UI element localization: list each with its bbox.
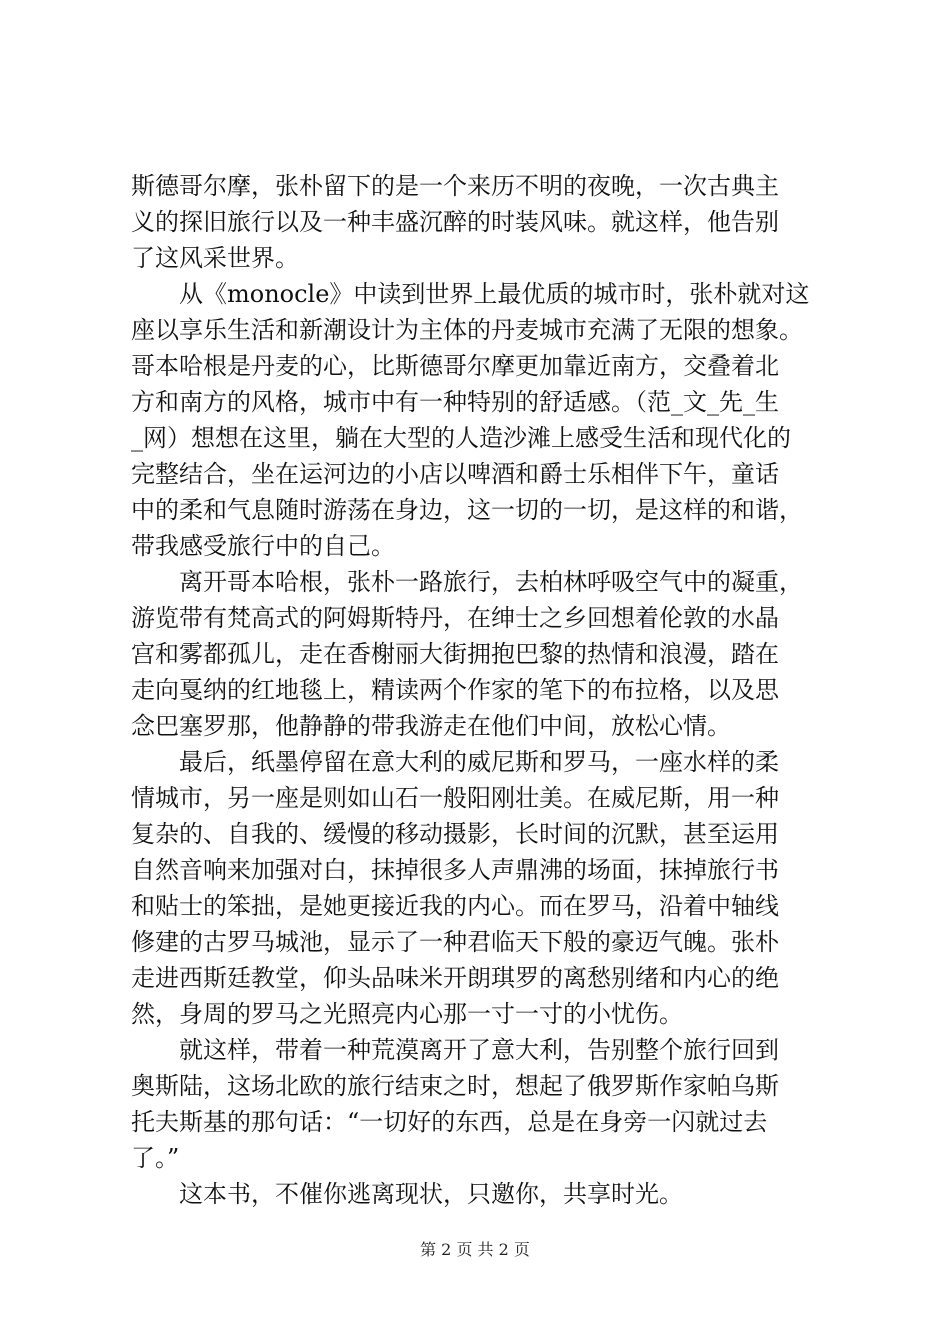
text-line: 然，身周的罗马之光照亮内心那一寸一寸的小忧伤。 (131, 1000, 683, 1028)
text-line: 走向戛纳的红地毯上，精读两个作家的笔下的布拉格，以及思 (131, 676, 779, 704)
text-line: 和贴士的笨拙，是她更接近我的内心。而在罗马，沿着中轴线 (131, 892, 779, 920)
text-line: 义的探旧旅行以及一种丰盛沉醉的时装风味。就这样，他告别 (131, 208, 779, 236)
text-line: 情城市，另一座是则如山石一般阳刚壮美。在威尼斯，用一种 (131, 784, 779, 812)
text-line: 念巴塞罗那，他静静的带我游走在他们中间，放松心情。 (131, 712, 731, 740)
body-text (131, 168, 851, 1212)
page-number-footer: 第 2 页 共 2 页 (420, 1240, 530, 1259)
text-line: 方和南方的风格，城市中有一种特别的舒适感。（范_文_先_生 (131, 388, 779, 416)
text-line: 完整结合，坐在运河边的小店以啤酒和爵士乐相伴下午，童话 (131, 460, 779, 488)
text-line: 最后，纸墨停留在意大利的威尼斯和罗马，一座水样的柔 (131, 748, 779, 776)
text-line: 了。” (131, 1144, 180, 1172)
text-line: 离开哥本哈根，张朴一路旅行，去柏林呼吸空气中的凝重， (131, 568, 803, 596)
text-line: 走进西斯廷教堂，仰头品味米开朗琪罗的离愁别绪和内心的绝 (131, 964, 779, 992)
text-line: 奥斯陆，这场北欧的旅行结束之时，想起了俄罗斯作家帕乌斯 (131, 1072, 779, 1100)
text-line: _网）想想在这里，躺在大型的人造沙滩上感受生活和现代化的 (131, 424, 791, 452)
text-line: 从《monocle》中读到世界上最优质的城市时，张朴就对这 (131, 280, 810, 308)
text-line: 中的柔和气息随时游荡在身边，这一切的一切，是这样的和谐， (131, 496, 803, 524)
text-line: 这本书，不催你逃离现状，只邀你，共享时光。 (131, 1180, 683, 1208)
text-line: 自然音响来加强对白，抹掉很多人声鼎沸的场面，抹掉旅行书 (131, 856, 779, 884)
text-line: 哥本哈根是丹麦的心，比斯德哥尔摩更加靠近南方，交叠着北 (131, 352, 779, 380)
text-line: 座以享乐生活和新潮设计为主体的丹麦城市充满了无限的想象。 (131, 316, 803, 344)
text-line: 了这风采世界。 (131, 244, 299, 272)
text-line: 斯德哥尔摩，张朴留下的是一个来历不明的夜晚，一次古典主 (131, 172, 779, 200)
text-line: 游览带有梵高式的阿姆斯特丹，在绅士之乡回想着伦敦的水晶 (131, 604, 779, 632)
text-line: 托夫斯基的那句话：“一切好的东西，总是在身旁一闪就过去 (131, 1108, 768, 1136)
text-line: 带我感受旅行中的自己。 (131, 532, 395, 560)
text-line: 修建的古罗马城池，显示了一种君临天下般的豪迈气魄。张朴 (131, 928, 779, 956)
text-line: 复杂的、自我的、缓慢的移动摄影，长时间的沉默，甚至运用 (131, 820, 779, 848)
text-line: 宫和雾都孤儿，走在香榭丽大街拥抱巴黎的热情和浪漫，踏在 (131, 640, 779, 668)
text-line: 就这样，带着一种荒漠离开了意大利，告别整个旅行回到 (131, 1036, 779, 1064)
